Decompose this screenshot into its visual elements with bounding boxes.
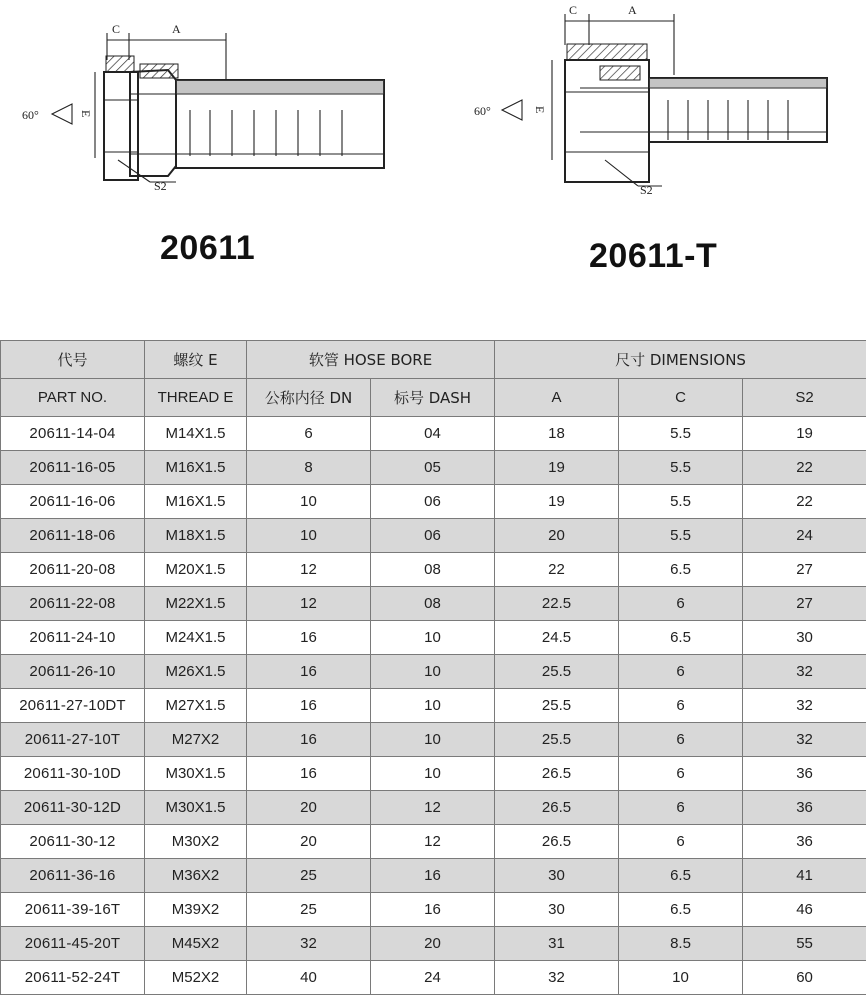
header-a: A (495, 379, 619, 417)
cell-dn: 8 (247, 451, 371, 485)
header-dn: 公称内径 DN (247, 379, 371, 417)
cell-thread: M14X1.5 (145, 417, 247, 451)
table-row (1, 519, 866, 553)
table-row (1, 417, 866, 451)
cell-dim-c: 6 (619, 757, 743, 791)
cell-dim-s2: 32 (743, 655, 866, 689)
cell-thread: M39X2 (145, 893, 247, 927)
cell-thread: M27X2 (145, 723, 247, 757)
cell-dash: 16 (371, 893, 495, 927)
spec-table-body (1, 417, 866, 995)
cell-dim-s2: 60 (743, 961, 866, 995)
cell-dash: 08 (371, 587, 495, 621)
table-row (1, 553, 866, 587)
cell-dim-s2: 36 (743, 791, 866, 825)
table-row (1, 451, 866, 485)
cell-dash: 05 (371, 451, 495, 485)
cell-thread: M30X1.5 (145, 757, 247, 791)
cell-dim-c: 6 (619, 587, 743, 621)
cell-dim-c: 5.5 (619, 485, 743, 519)
cell-dim-a: 19 (495, 451, 619, 485)
cell-dim-c: 6.5 (619, 553, 743, 587)
cell-dash: 10 (371, 655, 495, 689)
cell-dim-c: 5.5 (619, 451, 743, 485)
cell-part-no: 20611-18-06 (1, 519, 145, 553)
cell-part-no: 20611-45-20T (1, 927, 145, 961)
cell-dash: 10 (371, 757, 495, 791)
table-row (1, 859, 866, 893)
barb-ridges-t (668, 100, 788, 140)
cell-part-no: 20611-52-24T (1, 961, 145, 995)
cell-dim-a: 25.5 (495, 723, 619, 757)
cell-dn: 16 (247, 757, 371, 791)
cell-dim-a: 26.5 (495, 757, 619, 791)
header-thread-en: THREAD E (145, 379, 247, 417)
cell-dn: 20 (247, 825, 371, 859)
cell-dim-c: 5.5 (619, 519, 743, 553)
cell-dash: 20 (371, 927, 495, 961)
cell-dim-a: 22.5 (495, 587, 619, 621)
cell-dim-a: 30 (495, 893, 619, 927)
cell-dim-c: 5.5 (619, 417, 743, 451)
dim-a-label: A (172, 22, 181, 36)
header-hose-bore: 软管 HOSE BORE (247, 341, 495, 379)
table-row (1, 485, 866, 519)
cell-dn: 12 (247, 587, 371, 621)
cell-dash: 10 (371, 621, 495, 655)
cell-dn: 40 (247, 961, 371, 995)
header-part-cn: 代号 (1, 341, 145, 379)
cell-thread: M52X2 (145, 961, 247, 995)
model-title-20611-t: 20611-T (589, 237, 718, 275)
cell-dim-s2: 36 (743, 757, 866, 791)
cell-part-no: 20611-30-12 (1, 825, 145, 859)
cell-part-no: 20611-24-10 (1, 621, 145, 655)
cell-part-no: 20611-16-06 (1, 485, 145, 519)
cell-dim-a: 22 (495, 553, 619, 587)
header-c: C (619, 379, 743, 417)
cell-dn: 32 (247, 927, 371, 961)
cell-thread: M26X1.5 (145, 655, 247, 689)
header-dash: 标号 DASH (371, 379, 495, 417)
cell-thread: M27X1.5 (145, 689, 247, 723)
cell-dim-s2: 19 (743, 417, 866, 451)
dim-c-label-t: C (569, 3, 578, 17)
cell-dim-a: 26.5 (495, 825, 619, 859)
cell-part-no: 20611-16-05 (1, 451, 145, 485)
dim-a-label-t: A (628, 3, 637, 17)
cell-dim-c: 6.5 (619, 621, 743, 655)
cell-dn: 10 (247, 519, 371, 553)
dim-c-label: C (112, 22, 121, 36)
cell-part-no: 20611-30-10D (1, 757, 145, 791)
spec-table-header (1, 341, 866, 417)
cell-part-no: 20611-30-12D (1, 791, 145, 825)
table-row (1, 961, 866, 995)
cell-dim-c: 6.5 (619, 893, 743, 927)
cell-dim-c: 6 (619, 791, 743, 825)
cell-dim-s2: 22 (743, 485, 866, 519)
cell-dn: 25 (247, 859, 371, 893)
spec-table (0, 340, 866, 995)
cell-thread: M16X1.5 (145, 485, 247, 519)
cell-dim-c: 6 (619, 689, 743, 723)
cell-dim-c: 6 (619, 825, 743, 859)
cell-part-no: 20611-39-16T (1, 893, 145, 927)
dim-s2-label: S2 (154, 179, 167, 193)
technical-drawings (0, 0, 866, 330)
cell-dash: 06 (371, 519, 495, 553)
fitting-drawing-20611 (22, 22, 384, 193)
cell-dn: 16 (247, 621, 371, 655)
cell-dn: 25 (247, 893, 371, 927)
cell-dim-s2: 24 (743, 519, 866, 553)
cell-thread: M18X1.5 (145, 519, 247, 553)
cell-dim-s2: 30 (743, 621, 866, 655)
cell-thread: M36X2 (145, 859, 247, 893)
cell-dim-c: 8.5 (619, 927, 743, 961)
dim-e-label-t: E (533, 106, 547, 114)
cell-part-no: 20611-20-08 (1, 553, 145, 587)
table-row (1, 757, 866, 791)
header-s2: S2 (743, 379, 866, 417)
cell-part-no: 20611-26-10 (1, 655, 145, 689)
cell-thread: M30X1.5 (145, 791, 247, 825)
cell-thread: M20X1.5 (145, 553, 247, 587)
cell-dim-s2: 46 (743, 893, 866, 927)
cell-dim-c: 6.5 (619, 859, 743, 893)
header-thread-cn: 螺纹 E (145, 341, 247, 379)
angle-label-t: 60° (474, 104, 491, 118)
cell-dn: 16 (247, 655, 371, 689)
cell-dim-s2: 55 (743, 927, 866, 961)
cell-dim-c: 6 (619, 723, 743, 757)
cell-dim-a: 19 (495, 485, 619, 519)
cell-dim-s2: 32 (743, 723, 866, 757)
cell-dash: 12 (371, 791, 495, 825)
cell-dim-a: 25.5 (495, 689, 619, 723)
cell-dn: 16 (247, 689, 371, 723)
cell-dash: 06 (371, 485, 495, 519)
header-dimensions: 尺寸 DIMENSIONS (495, 341, 866, 379)
table-row (1, 927, 866, 961)
table-row (1, 825, 866, 859)
cell-thread: M24X1.5 (145, 621, 247, 655)
table-row (1, 723, 866, 757)
dim-s2-label-t: S2 (640, 183, 653, 197)
cell-dash: 24 (371, 961, 495, 995)
model-title-20611: 20611 (160, 229, 256, 267)
cell-dim-a: 20 (495, 519, 619, 553)
cell-dim-a: 31 (495, 927, 619, 961)
cell-dim-s2: 27 (743, 553, 866, 587)
table-row (1, 587, 866, 621)
cell-dim-c: 6 (619, 655, 743, 689)
table-row (1, 689, 866, 723)
cell-part-no: 20611-27-10T (1, 723, 145, 757)
cell-dim-a: 24.5 (495, 621, 619, 655)
cell-dim-s2: 27 (743, 587, 866, 621)
cell-part-no: 20611-22-08 (1, 587, 145, 621)
cell-dim-a: 25.5 (495, 655, 619, 689)
cell-dn: 20 (247, 791, 371, 825)
cell-dash: 16 (371, 859, 495, 893)
barb-ridges (190, 110, 342, 156)
cell-thread: M45X2 (145, 927, 247, 961)
table-row (1, 621, 866, 655)
cell-thread: M30X2 (145, 825, 247, 859)
cell-dn: 12 (247, 553, 371, 587)
cell-dim-s2: 36 (743, 825, 866, 859)
cell-dash: 12 (371, 825, 495, 859)
cell-part-no: 20611-14-04 (1, 417, 145, 451)
cell-part-no: 20611-36-16 (1, 859, 145, 893)
cell-dim-a: 30 (495, 859, 619, 893)
cell-dim-s2: 32 (743, 689, 866, 723)
cell-thread: M22X1.5 (145, 587, 247, 621)
cell-dim-a: 18 (495, 417, 619, 451)
dim-e-label: E (79, 110, 93, 118)
cell-thread: M16X1.5 (145, 451, 247, 485)
fitting-drawings-svg (0, 0, 866, 330)
cell-dash: 10 (371, 689, 495, 723)
cell-dash: 08 (371, 553, 495, 587)
table-row (1, 655, 866, 689)
header-part-en: PART NO. (1, 379, 145, 417)
cell-dim-a: 26.5 (495, 791, 619, 825)
cell-dim-c: 10 (619, 961, 743, 995)
table-row (1, 791, 866, 825)
cell-dim-s2: 22 (743, 451, 866, 485)
angle-label: 60° (22, 108, 39, 122)
cell-dash: 10 (371, 723, 495, 757)
cell-dim-a: 32 (495, 961, 619, 995)
cell-dash: 04 (371, 417, 495, 451)
cell-part-no: 20611-27-10DT (1, 689, 145, 723)
table-row (1, 893, 866, 927)
cell-dn: 10 (247, 485, 371, 519)
cell-dn: 16 (247, 723, 371, 757)
fitting-drawing-20611-t (474, 3, 827, 197)
cell-dim-s2: 41 (743, 859, 866, 893)
cell-dn: 6 (247, 417, 371, 451)
